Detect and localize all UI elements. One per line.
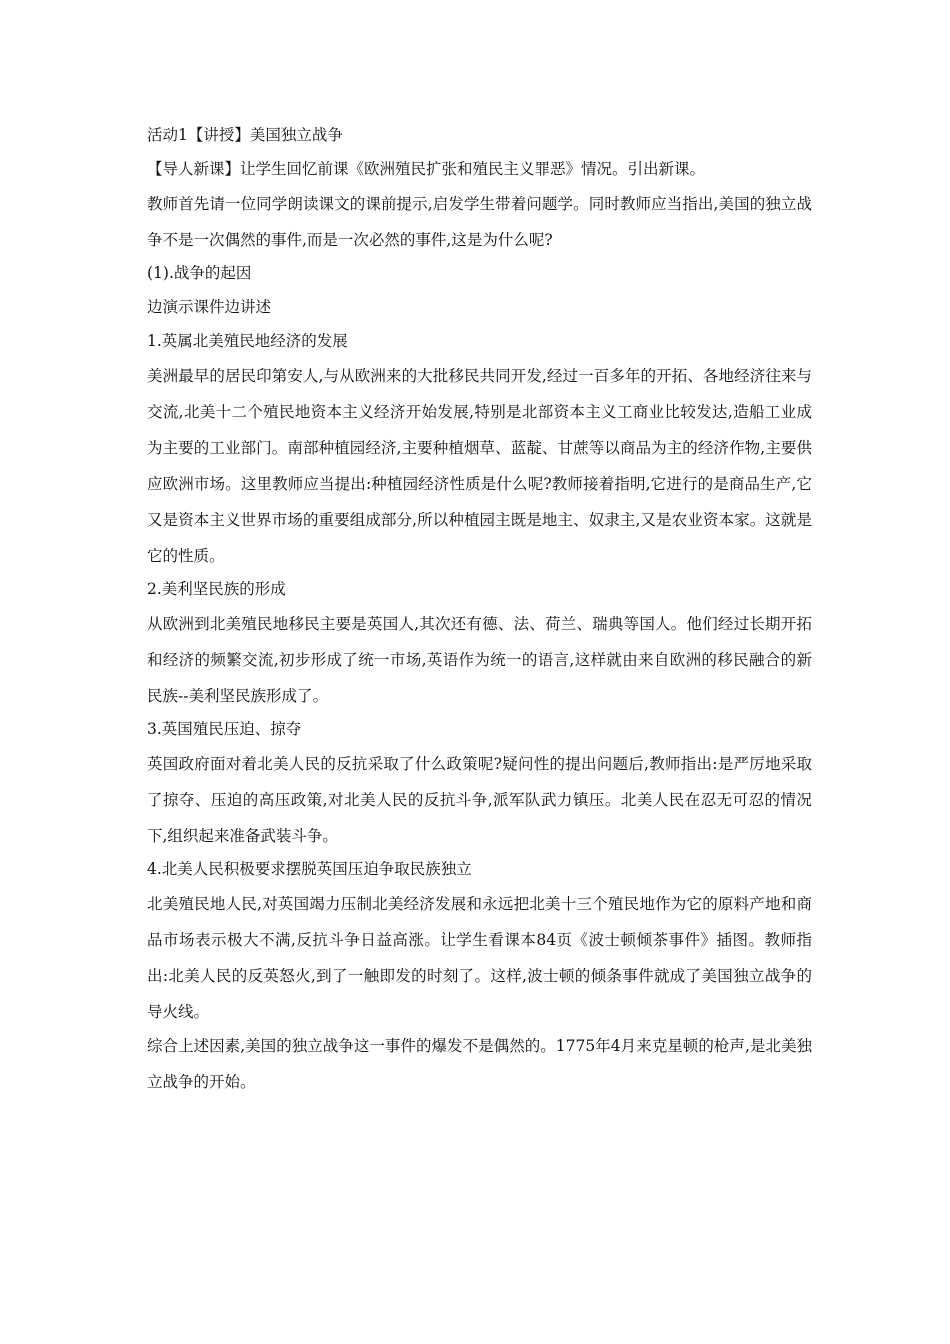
teaching-method: 边演示课件边讲述 (147, 298, 272, 316)
item-3-body: 英国政府面对着北美人民的反抗采取了什么政策呢?疑问性的提出问题后,教师指出:是严厉地采取了掠夺、压迫的高压政策,对北美人民的反抗斗争,派军队武力镇压。北美人民在忍无可忍的情况下,组织起来准备武装斗争。 (147, 755, 812, 845)
item-2-body: 从欧洲到北美殖民地移民主要是英国人,其次还有德、法、荷兰、瑞典等国人。他们经过长期开拓和经济的频繁交流,初步形成了统一市场,英语作为统一的语言,这样就由来自欧洲的移民融合的新民族--美利坚民族形成了。 (147, 615, 812, 705)
intro-paragraph-1: 【导人新课】让学生回忆前课《欧洲殖民扩张和殖民主义罪恶》情况。引出新课。 (147, 160, 706, 178)
conclusion-paragraph: 综合上述因素,美国的独立战争这一事件的爆发不是偶然的。1775年4月来克星顿的枪声,是北美独立战争的开始。 (147, 1037, 812, 1091)
intro-paragraph-2: 教师首先请一位同学朗读课文的课前提示,启发学生带着问题学。同时教师应当指出,美国的独立战争不是一次偶然的事件,而是一次必然的事件,这是为什么呢? (147, 195, 812, 249)
item-1-body: 美洲最早的居民印第安人,与从欧洲来的大批移民共同开发,经过一百多年的开拓、各地经济往来与交流,北美十二个殖民地资本主义经济开始发展,特别是北部资本主义工商业比较发达,造船工业成为主要的工业部门。南部种植园经济,主要种植烟草、蓝靛、甘蔗等以商品为主的经济作物,主要供应欧洲市场。这里教师应当提出:种植园经济性质是什么呢?教师接着指明,它进行的是商品生产,它又是资本主义世界市场的重要组成部分,所以种植园主既是地主、奴隶主,又是农业资本家。这就是它的性质。 (147, 367, 812, 565)
item-4-body: 北美殖民地人民,对英国竭力压制北美经济发展和永远把北美十三个殖民地作为它的原料产地和商品市场表示极大不满,反抗斗争日益高涨。让学生看课本84页《波士顿倾茶事件》插图。教师指出:北美人民的反英怒火,到了一触即发的时刻了。这样,波士顿的倾条事件就成了美国独立战争的导火线。 (147, 895, 812, 1021)
activity-title: 活动1【讲授】美国独立战争 (147, 126, 343, 144)
item-2-heading: 2.美利坚民族的形成 (147, 580, 286, 598)
item-4-heading: 4.北美人民积极要求摆脱英国压迫争取民族独立 (147, 860, 472, 878)
section-heading-causes: (1).战争的起因 (147, 264, 252, 282)
item-3-heading: 3.英国殖民压迫、掠夺 (147, 720, 302, 738)
document-content (147, 124, 812, 1104)
item-1-heading: 1.英属北美殖民地经济的发展 (147, 332, 348, 350)
